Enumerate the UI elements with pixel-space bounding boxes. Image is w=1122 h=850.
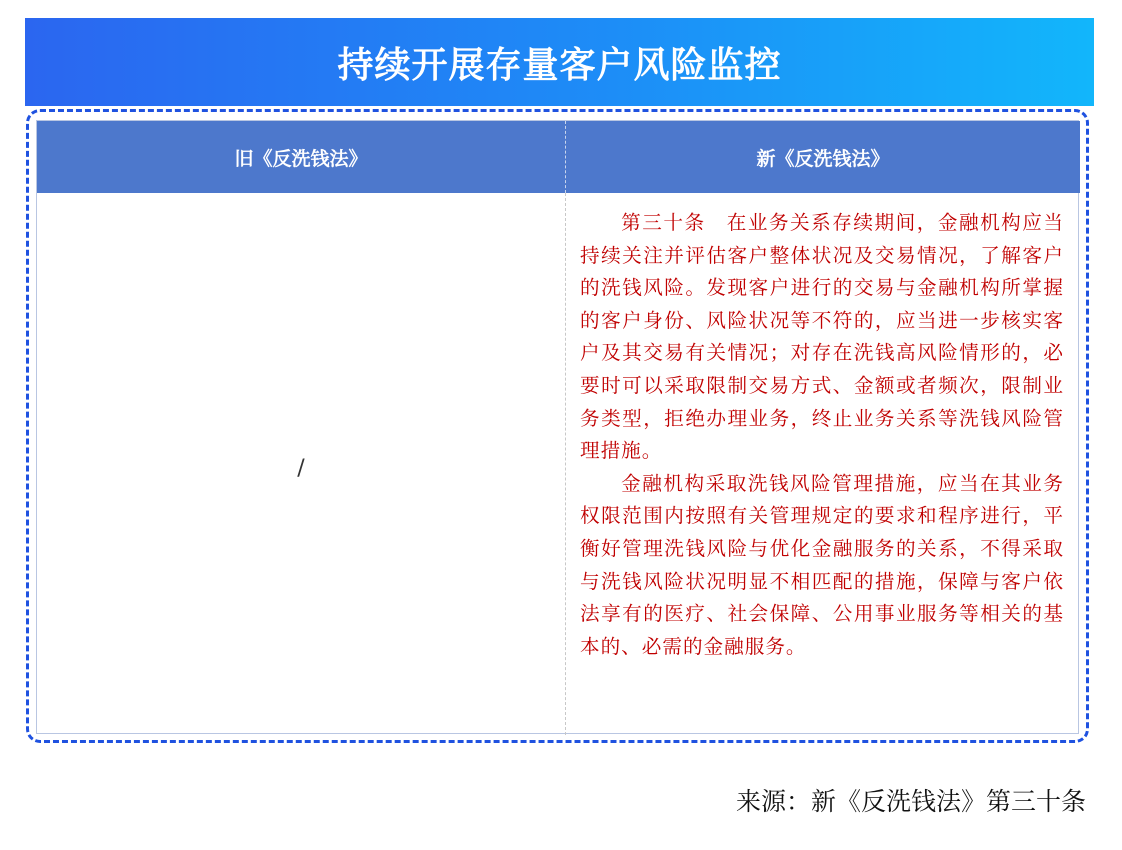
- old-law-cell: /: [37, 193, 566, 735]
- comparison-table: [36, 120, 1079, 734]
- comparison-frame: [26, 109, 1089, 743]
- new-law-paragraph: 金融机构采取洗钱风险管理措施，应当在其业务权限范围内按照有关管理规定的要求和程序进行，平衡好管理洗钱风险与优化金融服务的关系，不得采取与洗钱风险状况明显不相匹配的措施，保障与客户依法享有的医疗、社会保障、公用事业服务等相关的基本的、必需的金融服务。: [580, 471, 1064, 658]
- header-old-law: 旧《反洗钱法》: [37, 121, 566, 193]
- header-new-law: 新《反洗钱法》: [566, 121, 1080, 193]
- new-law-paragraph: 第三十条 在业务关系存续期间，金融机构应当持续关注并评估客户整体状况及交易情况，了解客户的洗钱风险。发现客户进行的交易与金融机构所掌握的客户身份、风险状况等不符的，应当进一步核实客户及其交易有关情况；对存在洗钱高风险情形的，必要时可以采取限制交易方式、金额或者频次，限制业务类型，拒绝办理业务，终止业务关系等洗钱风险管理措施。: [580, 211, 1064, 463]
- title-banner: [25, 18, 1094, 106]
- page-title: 持续开展存量客户风险监控: [337, 44, 782, 86]
- source-caption: 来源：新《反洗钱法》第三十条: [735, 787, 1086, 816]
- new-law-cell: [566, 193, 1080, 735]
